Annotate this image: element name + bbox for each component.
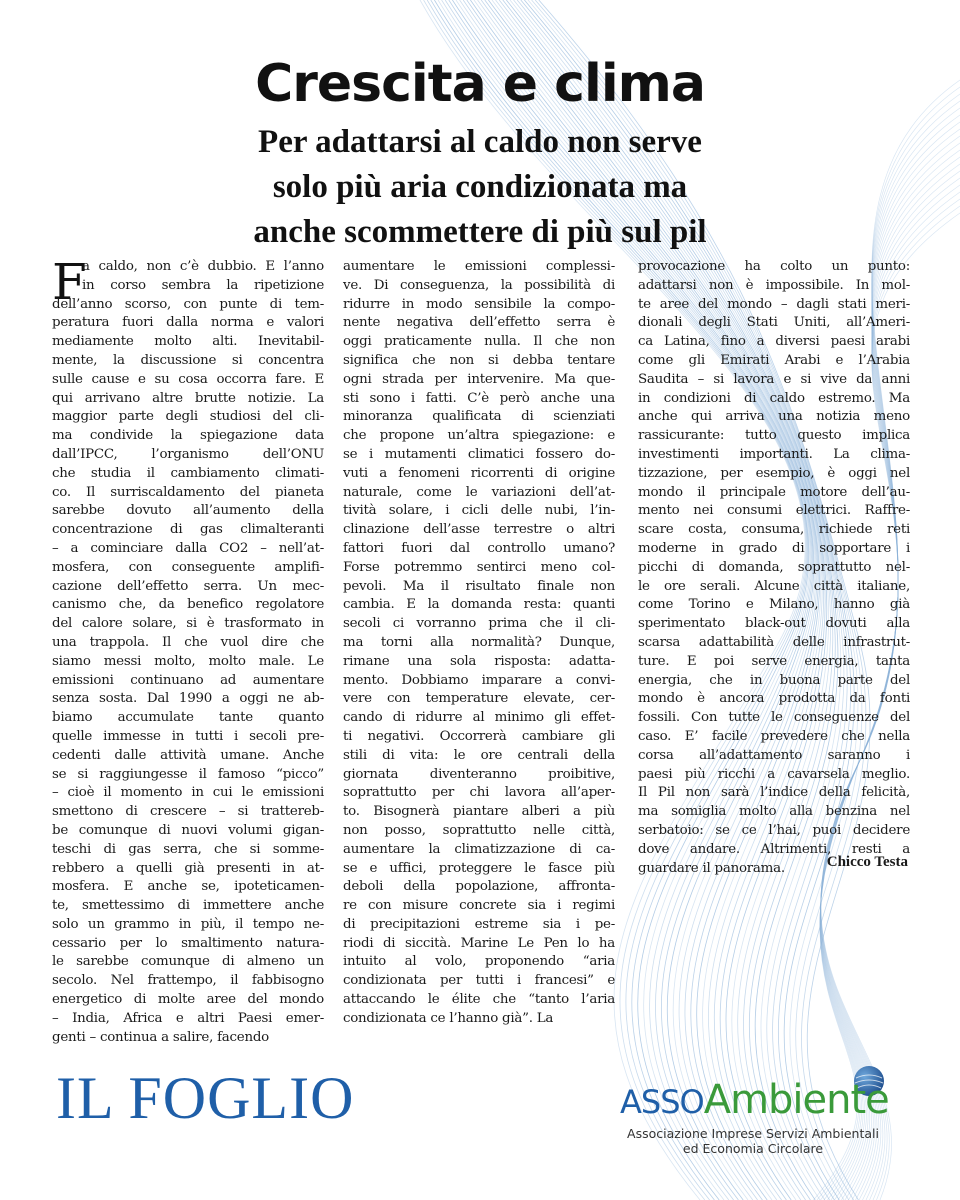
article-line: rimane una sola risposta: adatta- — [343, 653, 615, 669]
author-signature: Chicco Testa — [826, 854, 908, 870]
article-line: canismo che, da benefico regolatore — [52, 597, 324, 613]
article-line: investimenti importanti. La clima- — [638, 446, 910, 462]
article-line: quelle immesse in tutti i secoli pre- — [52, 728, 324, 744]
article-line: soprattutto per chi lavora all’aper- — [343, 785, 615, 801]
article-line: minoranza qualificata di scienziati — [343, 409, 615, 425]
article-line: adattarsi non è impossibile. In mol- — [638, 277, 910, 293]
article-line: di precipitazioni estreme sia i pe- — [343, 916, 615, 932]
article-line: ma torni alla normalità? Dunque, — [343, 634, 615, 650]
article-line: a caldo, non c’è dubbio. E l’anno — [82, 259, 324, 274]
article-line: biamo accumulate tante quanto — [52, 710, 324, 726]
article-line: solo un grammo in più, il tempo ne- — [52, 916, 324, 932]
article-line: nente negativa dell’effetto serra è — [343, 315, 615, 331]
article-line: naturale, come le variazioni dell’at- — [343, 484, 615, 500]
article-line: maggior parte degli studiosi del cli- — [52, 409, 324, 425]
article-line: te, smettessimo di immettere anche — [52, 898, 324, 914]
article-line: Saudita – si lavora e si vive da anni — [638, 371, 910, 387]
article-line: – a cominciare dalla CO2 – nell’at- — [52, 540, 324, 556]
article-line: cambia. E la domanda resta: quanti — [343, 597, 615, 613]
article-line: dove andare. Altrimenti, resti a — [638, 841, 910, 857]
article-line: be comunque di nuovi volumi gigan- — [52, 822, 324, 838]
article-line: secoli ci vorranno prima che il cli- — [343, 616, 615, 632]
article-line: paesi più ricchi a cavarsela meglio. — [638, 766, 910, 782]
article-line: moderne in grado di sopportare i — [638, 540, 910, 556]
article-line: mosfera, con conseguente amplifi- — [52, 559, 324, 575]
article-line: mento nei consumi elettrici. Raffre- — [638, 503, 910, 519]
article-line: mondo il principale motore dell’au- — [638, 484, 910, 500]
article-line: attaccando le élite che “tanto l’aria — [343, 992, 615, 1008]
article-line: clinazione dell’asse terrestre o altri — [343, 522, 615, 538]
article-line: sperimentato black-out dovuti alla — [638, 616, 910, 632]
article-line: giornata diventeranno proibitive, — [343, 766, 615, 782]
article-line: sulle cause e su cosa occorra fare. E — [52, 371, 324, 387]
article-line: se i mutamenti climatici fossero do- — [343, 446, 615, 462]
article-line: che studia il cambiamento climati- — [52, 465, 324, 481]
article-line: come gli Emirati Arabi e l’Arabia — [638, 352, 910, 368]
article-line: mento. Dobbiamo imparare a convi- — [343, 672, 615, 688]
article-line: to. Bisognerà piantare alberi a più — [343, 804, 615, 820]
article-line: una trappola. Il che vuol dire che — [52, 634, 324, 650]
article-line: rebbero a quelli già presenti in at- — [52, 860, 324, 876]
article-line: riodi di siccità. Marine Le Pen lo ha — [343, 935, 615, 951]
article-line: te aree del mondo – dagli stati meri- — [638, 296, 910, 312]
article-line: Il Pil non sarà l’indice della felicità, — [638, 785, 910, 801]
article-line: genti – continua a salire, facendo — [52, 1029, 269, 1045]
article-line: scarsa adattabilità delle infrastrut- — [638, 634, 910, 650]
article-line: qui arrivano altre brutte notizie. La — [52, 390, 324, 406]
article-line: ridurre in modo sensibile la compo- — [343, 296, 615, 312]
article-line: oggi praticamente nulla. Il che non — [343, 334, 615, 350]
article-line: aumentare la climatizzazione di ca- — [343, 841, 615, 857]
article-line: dall’IPCC, l’organismo dell’ONU — [52, 446, 324, 462]
subheadline-line: Per adattarsi al caldo non serve — [258, 124, 702, 160]
article-line: teschi di gas serra, che si somme- — [52, 841, 324, 857]
article-line: ca Latina, fino a diversi paesi arabi — [638, 334, 910, 350]
article-line: fattori fuori dal controllo umano? — [343, 540, 615, 556]
article-line: energia, che in buona parte del — [638, 672, 910, 688]
article-line: le sarebbe comunque di almeno un — [52, 954, 324, 970]
article-line: secolo. Nel frattempo, il fabbisogno — [52, 973, 324, 989]
headline: Crescita e clima — [255, 54, 705, 114]
article-line: mente, la discussione si concentra — [52, 352, 324, 368]
article-line: anche qui arriva una notizia meno — [638, 409, 910, 425]
article-line: in corso sembra la ripetizione — [82, 277, 324, 293]
article-line: condizionata ce l’hanno già”. La — [343, 1010, 554, 1026]
article-line: in condizioni di caldo estremo. Ma — [638, 390, 910, 406]
article-line: provocazione ha colto un punto: — [638, 259, 910, 274]
article-line: sarebbe dovuto all’aumento della — [52, 503, 324, 519]
article-line: significa che non si debba tentare — [343, 352, 615, 368]
article-line: sti sono i fatti. C’è però anche una — [343, 390, 615, 406]
article-line: corsa all’adattamento saranno i — [638, 747, 910, 763]
article-line: Forse potremmo sentirci meno col- — [343, 559, 615, 575]
article-column-2 — [343, 258, 615, 1029]
article-line: non posso, soprattutto nelle città, — [343, 822, 615, 838]
assoambiente-wordmark: ASSOAmbiente — [620, 1077, 889, 1123]
article-line: condizionata per tutti i francesi” e — [343, 973, 615, 989]
article-line: peratura fuori dalla norma e valori — [52, 315, 324, 331]
article-line: serbatoio: se ce l’hai, puoi decidere — [638, 822, 910, 838]
article-line: picchi di domanda, soprattutto nel- — [638, 559, 910, 575]
article-line: ogni strada per intervenire. Ma que- — [343, 371, 615, 387]
subheadline-line: anche scommettere di più sul pil — [253, 214, 707, 250]
article-line: aumentare le emissioni complessi- — [343, 259, 615, 274]
article-line: ma somiglia molto alla benzina nel — [638, 804, 910, 820]
article-line: concentrazione di gas climalteranti — [52, 522, 324, 538]
article-line: cando di ridurre al minimo gli effet- — [343, 710, 615, 726]
subheadline-line: solo più aria condizionata ma — [272, 169, 688, 205]
article-line: energetico di molte aree del mondo — [52, 992, 324, 1008]
article-line: ma condivide la spiegazione data — [52, 428, 324, 444]
article-line: cessario per lo smaltimento natura- — [52, 935, 324, 951]
article-line: mondo è ancora prodotta da fonti — [638, 691, 910, 707]
article-line: senza sosta. Dal 1990 a oggi ne ab- — [52, 691, 324, 707]
article-column-3 — [638, 258, 910, 878]
article-line: co. Il surriscaldamento del pianeta — [52, 484, 324, 500]
article-line: tizzazione, per esempio, è oggi nel — [638, 465, 910, 481]
drop-cap: F — [52, 253, 87, 311]
article-column-1 — [52, 253, 324, 1047]
article-line: le ore serali. Alcune città italiane, — [638, 578, 910, 594]
article-line: scare costa, consuma, richiede reti — [638, 522, 910, 538]
article-line: caso. E’ facile prevedere che nella — [638, 728, 910, 744]
article-line: mediamente molto alti. Inevitabil- — [52, 334, 324, 350]
article-line: che propone un’altra spiegazione: e — [343, 428, 615, 444]
article-line: stili di vita: le ore centrali della — [343, 747, 615, 763]
article-line: intuito al volo, proponendo “aria — [343, 954, 615, 970]
article-line: pevoli. Ma il risultato finale non — [343, 578, 615, 594]
article-line: dell’anno scorso, con punte di tem- — [52, 296, 324, 312]
article-line: se si raggiungesse il famoso “picco” — [52, 766, 324, 782]
article-line: tività solare, i cicli delle nubi, l’in- — [343, 503, 615, 519]
article-line: ti negativi. Occorrerà cambiare gli — [343, 728, 615, 744]
article-line: siamo messi molto, molto male. Le — [52, 653, 324, 669]
article-line: ture. E poi serve energia, tanta — [638, 653, 910, 669]
article-line: smettono di crescere – si trattereb- — [52, 804, 324, 820]
article-line: cedenti dalle attività umane. Anche — [52, 747, 324, 763]
article-line: dionali degli Stati Uniti, all’Ameri- — [638, 315, 910, 331]
article-line: vuti a fenomeni ricorrenti di origine — [343, 465, 615, 481]
article-line: se e uffici, proteggere le fasce più — [343, 860, 615, 876]
assoambiente-tagline: Associazione Imprese Servizi Ambientali ed Economia Circolare — [627, 1126, 879, 1156]
article-line: guardare il panorama. — [638, 860, 785, 876]
article-line: vere con temperature elevate, cer- — [343, 691, 615, 707]
article-line: rassicurante: tutto questo implica — [638, 428, 910, 444]
article-line: mosfera. E anche se, ipoteticamen- — [52, 879, 324, 895]
article-line: deboli della popolazione, affronta- — [343, 879, 615, 895]
assoambiente-logo — [612, 1064, 902, 1164]
article-line: ve. Di conseguenza, la possibilità di — [343, 277, 615, 293]
article-line: fossili. Con tutte le conseguenze del — [638, 710, 910, 726]
il-foglio-logo: IL FOGLIO — [56, 1065, 355, 1131]
article-line: cazione dell’effetto serra. Un mec- — [52, 578, 324, 594]
article-line: re con misure concrete sia i regimi — [343, 898, 615, 914]
article-line: – India, Africa e altri Paesi emer- — [52, 1010, 324, 1026]
subheadline — [180, 120, 780, 255]
article-line: emissioni continuano ad aumentare — [52, 672, 324, 688]
article-line: come Torino e Milano, hanno già — [638, 597, 910, 613]
article-line: del calore solare, si è trasformato in — [52, 616, 324, 632]
article-line: – cioè il momento in cui le emissioni — [52, 785, 324, 801]
